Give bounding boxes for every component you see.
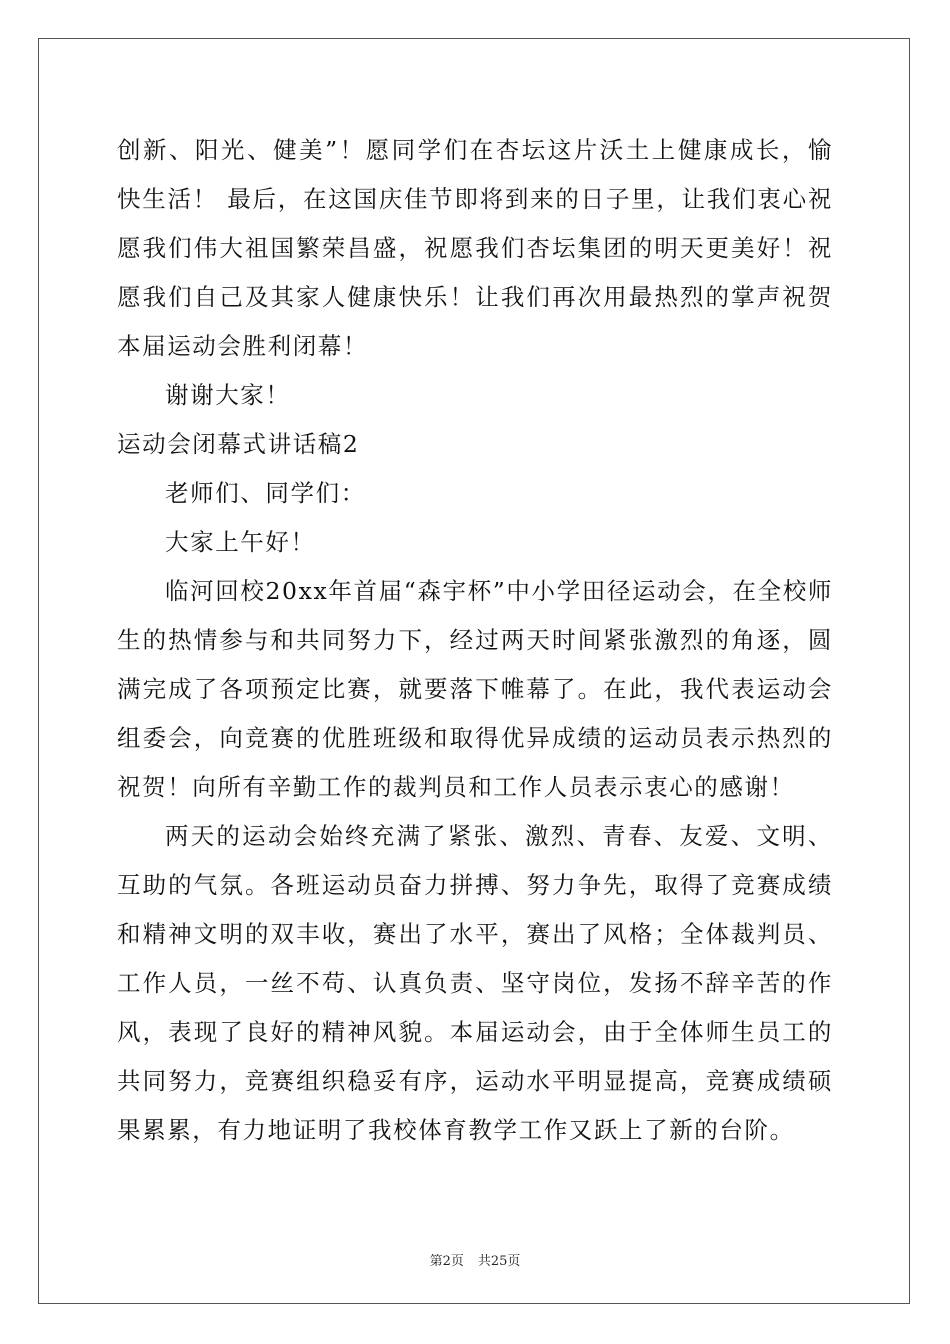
section-heading: 运动会闭幕式讲话稿2 — [117, 430, 360, 458]
page-footer — [0, 1250, 950, 1269]
document-body — [117, 126, 833, 1155]
page-number: 第2页 — [429, 1254, 464, 1269]
paragraph-closing-wishes: 创新、阳光、健美”！愿同学们在杏坛这片沃土上健康成长，愉快生活！ 最后，在这国庆佳节即将到来的日子里，让我们衷心祝愿我们伟大祖国繁荣昌盛，祝愿我们杏坛集团的明天更美好！祝愿我们自己及其家人健康快乐！让我们再次用最热烈的掌声祝贺本届运动会胜利闭幕！ — [117, 136, 833, 360]
paragraph-greeting: 大家上午好！ — [165, 528, 316, 556]
paragraph-salutation: 老师们、同学们： — [165, 479, 366, 507]
paragraph-thanks: 谢谢大家！ — [165, 381, 291, 409]
page-total: 共25页 — [477, 1254, 521, 1269]
paragraph-summary: 两天的运动会始终充满了紧张、激烈、青春、友爱、文明、互助的气氛。各班运动员奋力拼搏、努力争先，取得了竞赛成绩和精神文明的双丰收，赛出了水平，赛出了风格；全体裁判员、工作人员，一丝不苟、认真负责、坚守岗位，发扬不辞辛苦的作风，表现了良好的精神风貌。本届运动会，由于全体师生员工的共同努力，竞赛组织稳妥有序，运动水平明显提高，竞赛成绩硕果累累，有力地证明了我校体育教学工作又跃上了新的台阶。 — [117, 822, 833, 1144]
paragraph-opening: 临河回校20xx年首届“森宇杯”中小学田径运动会，在全校师生的热情参与和共同努力下，经过两天时间紧张激烈的角逐，圆满完成了各项预定比赛，就要落下帷幕了。在此，我代表运动会组委会，向竞赛的优胜班级和取得优异成绩的运动员表示热烈的祝贺！向所有辛勤工作的裁判员和工作人员表示衷心的感谢！ — [117, 577, 833, 801]
